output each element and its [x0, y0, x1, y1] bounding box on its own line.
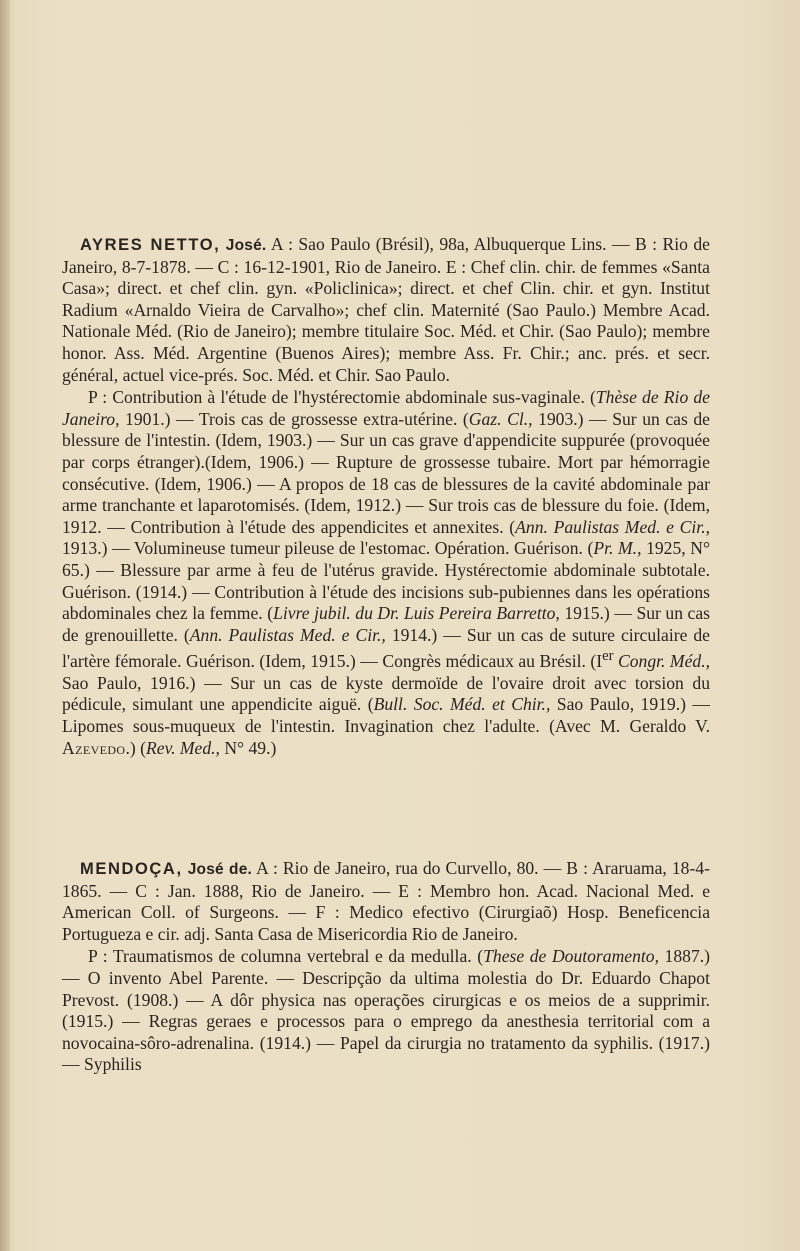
publication-text: P : Traumatismos de columna vertebral e da medulla. ( — [88, 946, 484, 967]
publication-text: N° 49.) — [219, 737, 277, 758]
entry-ayres-netto — [62, 234, 710, 759]
entry-surname: MENDOÇA, — [80, 860, 183, 878]
publication-text: 1887.) — O invento Abel Parente. — Descripção da ultima molestia do Dr. Eduardo Chapot Prevost. (1908.) — A dôr physica nas operações cirurgicas e os meios de a supprimir. (1915.) — Regras geraes e processos para o emprego da anesthesia territorial com a novocaina-sôro-adrenalina. (1914.) — Papel da cirurgia no tratamento da syphilis. (1917.) — Syphilis — [62, 946, 711, 1075]
publication-text: Sao Paulo, 1916.) — Sur un cas de kyste dermoïde de l'ovaire droit avec torsion du pédicule, simulant une appendicite aiguë. ( — [62, 672, 710, 715]
entry-given-name: José de. — [187, 861, 253, 878]
publication-title: Congr. Méd., — [618, 651, 710, 672]
publication-title: Livre jubil. du Dr. Luis Pereira Barretto, — [273, 603, 560, 624]
publication-title: Ann. Paulistas Med. e Cir., — [515, 516, 710, 537]
publication-text: 1914.) — Sur un cas de suture circulaire de l'artère fémorale. Guérison. (Idem, 1915.) — Congrès médicaux au Brésil. (I — [62, 624, 710, 672]
publication-title: Bull. Soc. Méd. et Chir., — [373, 694, 551, 715]
publications-paragraph — [62, 946, 710, 1076]
publication-title: Thèse de Rio de Janeiro, — [62, 387, 710, 429]
publication-title: Pr. M., — [593, 538, 642, 559]
publication-text: er — [602, 648, 614, 665]
publication-text: P : Contribution à l'étude de l'hystérectomie abdominale sus-vaginale. ( — [88, 387, 596, 408]
publication-text: 1925, N° 65.) — Blessure par arme à feu de l'utérus gravide. Hystérectomie abdominale subtotale. Guérison. (1914.) — Contribution à l'étude des incisions sub-pubiennes dans les opérations abdominales chez la femme. ( — [62, 538, 710, 624]
publication-text: 1915.) — Sur un cas de grenouillette. ( — [62, 603, 711, 645]
publication-text: .) ( — [125, 737, 147, 758]
entry-mendoca — [62, 858, 710, 1076]
publication-title: Ann. Paulistas Med. e Cir., — [189, 624, 386, 645]
publication-title: Rev. Med., — [146, 737, 220, 758]
biography-paragraph — [62, 234, 710, 386]
publication-text: 1913.) — Volumineuse tumeur pileuse de l'estomac. Opération. Guérison. ( — [62, 538, 594, 559]
biography-text: A : Rio de Janeiro, rua do Curvello, 80. — B : Araruama, 18-4-1865. — C : Jan. 1888, Rio de Janeiro. — E : Membro hon. Acad. Nacional Med. e American Coll. of Surgeons. — F : Medico efectivo (Cirurgiaõ) Hosp. Beneficencia Portugueza e cir. adj. Santa Casa de Misericordia Rio de Janeiro. — [62, 858, 710, 944]
publication-text: 1903.) — Sur un cas de blessure de l'intestin. (Idem, 1903.) — Sur un cas grave d'appendicite suppurée (provoquée par corps étranger).(Idem, 1906.) — Rupture de grossesse tubaire. Mort par hémorragie consécutive. (Idem, 1906.) — A propos de 18 cas de blessures de la cavité abdominale par arme tranchante et laparotomisés. (Idem, 1912.) — Sur trois cas de blessure du foie. (Idem, 1912. — Contribution à l'étude des appendicites et annexites. ( — [62, 408, 710, 537]
page-binding-edge — [0, 0, 10, 1251]
biography-paragraph — [62, 858, 710, 945]
publication-title: These de Doutoramento, — [483, 946, 659, 967]
publication-title: Gaz. Cl., — [468, 408, 533, 429]
publication-text: 1901.) — Trois cas de grossesse extra-utérine. ( — [119, 408, 469, 429]
coauthor-name: Azevedo — [62, 737, 126, 758]
biography-text: A : Sao Paulo (Brésil), 98a, Albuquerque Lins. — B : Rio de Janeiro, 8-7-1878. — C : 16-12-1901, Rio de Janeiro. E : Chef clin. chir. de femmes «Santa Casa»; direct. et chef clin. gyn. «Policlinica»; direct. et chef Clin. chir. et gyn. Institut Radium «Arnaldo Vieira de Carvalho»; chef clin. Maternité (Sao Paulo.) Membre Acad. Nationale Méd. (Rio de Janeiro); membre titulaire Soc. Méd. et Chir. (Sao Paulo); membre honor. Ass. Méd. Argentine (Buenos Aires); membre Ass. Fr. Chir.; anc. prés. et secr. général, actuel vice-prés. Soc. Méd. et Chir. Sao Paulo. — [62, 234, 710, 385]
entry-surname: AYRES NETTO, — [80, 236, 221, 254]
publication-text: Sao Paulo, 1919.) — Lipomes sous-muqueux de l'intestin. Invagination chez l'adulte. (Avec M. Geraldo V. — [62, 694, 711, 736]
publications-paragraph — [62, 387, 710, 759]
entry-given-name: José. — [225, 237, 267, 254]
